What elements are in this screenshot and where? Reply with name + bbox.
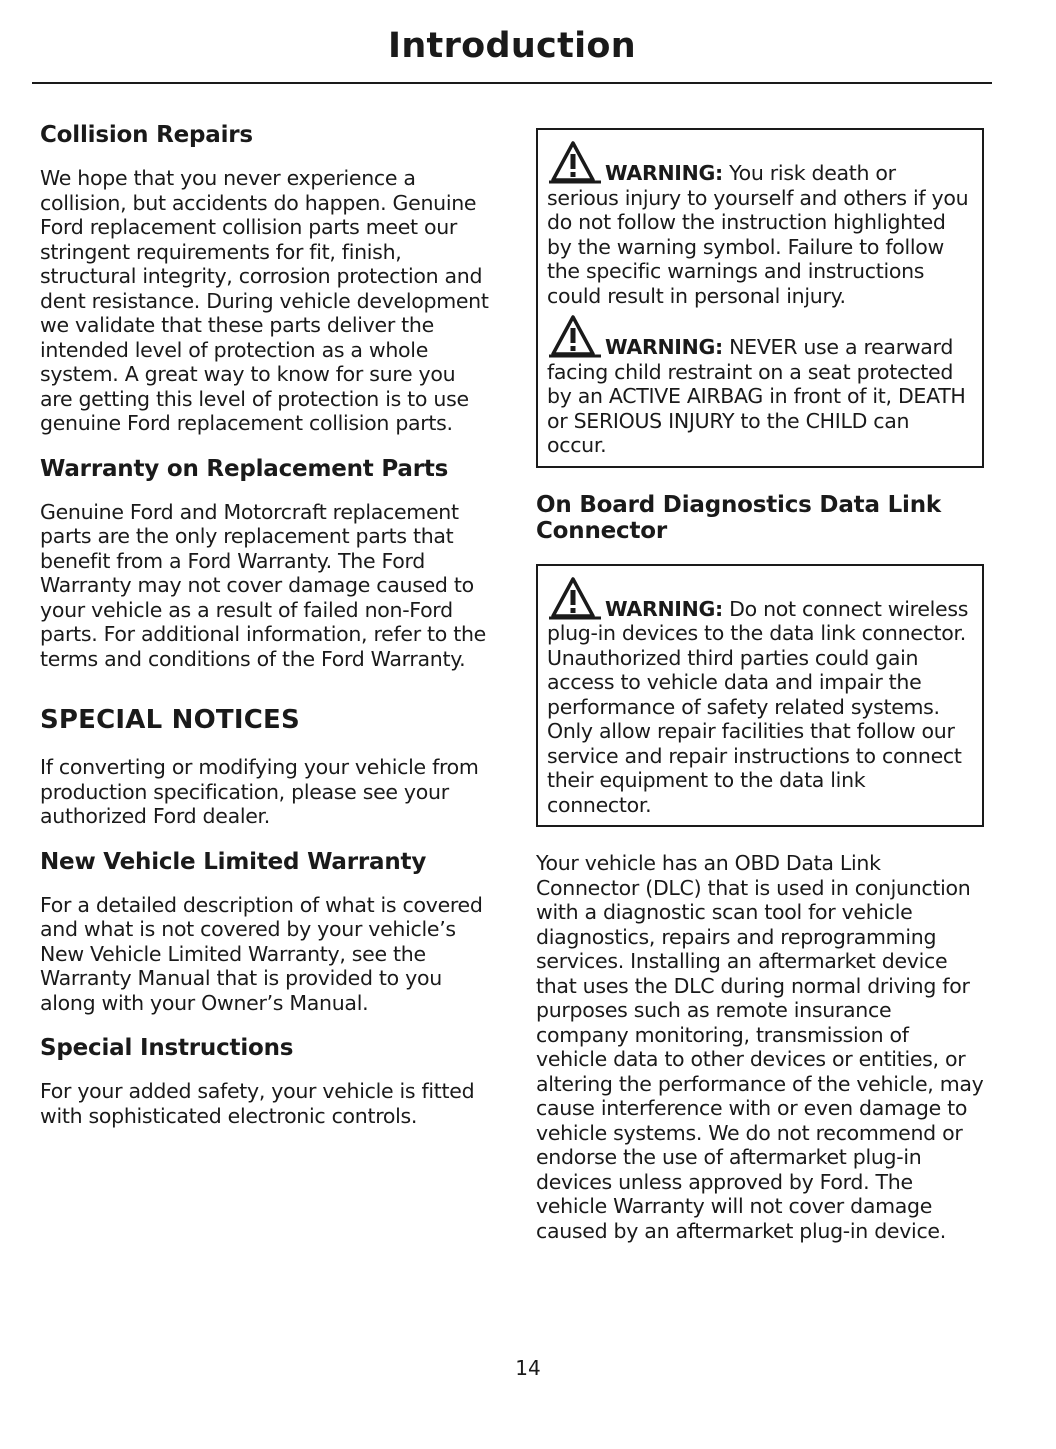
- page-title: Introduction: [388, 26, 636, 66]
- special-instructions-body: For your added safety, your vehicle is fitted with sophisticated electronic controls.: [40, 1079, 475, 1128]
- warning-label: WARNING:: [605, 161, 723, 185]
- right-column: [536, 128, 984, 1263]
- warning-text: Do not connect wireless plug-in devices to the data link connector. Unauthorized third parties could gain access to vehicle data and impair the performance of safety related systems. Only allow repair facilities that follow our service and repair instructions to connect their equipment to the data link connector.: [547, 596, 969, 817]
- warning-box-general: [536, 128, 984, 468]
- page-header: [32, 22, 992, 84]
- warning-label: WARNING:: [605, 596, 723, 621]
- collision-repairs-body: We hope that you never experience a collision, but accidents do happen. Genuine Ford replacement collision parts meet our stringent requirements for fit, finish, structural integrity, corrosion protection and dent resistance. During vehicle development we validate that these parts deliver the intended level of protection as a whole system. A great way to know for sure you are getting this level of protection is to use genuine Ford replacement collision parts.: [40, 166, 489, 435]
- warning-text: You risk death or serious injury to yourself and others if you do not follow the instruction highlighted by the warning symbol. Failure to follow the specific warnings and instructions could result in personal injury.: [547, 161, 969, 308]
- page-number: 14: [515, 1356, 541, 1380]
- warning-label: WARNING:: [605, 335, 723, 359]
- new-vehicle-warranty-heading: New Vehicle Limited Warranty: [40, 848, 427, 875]
- warning-item: [547, 140, 973, 308]
- special-instructions-heading: Special Instructions: [40, 1035, 294, 1061]
- warning-triangle-icon: [547, 576, 603, 620]
- warning-text: NEVER use a rearward facing child restraint on a seat protected by an ACTIVE AIRBAG in front of it, DEATH or SERIOUS INJURY to the CHILD can occur.: [547, 335, 966, 457]
- obd-heading: On Board Diagnostics Data Link Connector: [536, 491, 941, 544]
- warranty-replacement-heading: Warranty on Replacement Parts: [40, 455, 449, 482]
- warning-item: [547, 314, 973, 458]
- new-vehicle-warranty-body: For a detailed description of what is covered and what is not covered by your vehicle’s New Vehicle Limited Warranty, see the Warranty Manual that is provided to you along with your Owner’s Manual.: [40, 892, 483, 1015]
- left-column: [40, 122, 492, 1148]
- warning-triangle-icon: [547, 140, 603, 184]
- warning-triangle-icon: [547, 314, 603, 358]
- special-notices-body: If converting or modifying your vehicle from production specification, please see your authorized Ford dealer.: [40, 755, 479, 828]
- warranty-replacement-body: Genuine Ford and Motorcraft replacement parts are the only replacement parts that benefit from a Ford Warranty. The Ford Warranty may not cover damage caused to your vehicle as a result of failed non-Ford parts. For additional information, refer to the terms and conditions of the Ford Warranty.: [40, 499, 486, 671]
- special-notices-heading: SPECIAL NOTICES: [40, 705, 300, 735]
- obd-body: Your vehicle has an OBD Data Link Connector (DLC) that is used in conjunction with a diagnostic scan tool for vehicle diagnostics, repairs and reprogramming services. Installing an aftermarket device that uses the DLC during normal driving for purposes such as remote insurance company monitoring, transmission of vehicle data to other devices or entities, or altering the performance of the vehicle, may cause interference with or even damage to vehicle systems. We do not recommend or endorse the use of aftermarket plug-in devices unless approved by Ford. The vehicle Warranty will not cover damage caused by an aftermarket plug-in device.: [536, 851, 984, 1243]
- warning-item: [547, 576, 973, 818]
- warning-box-obd: [536, 564, 984, 828]
- collision-repairs-heading: Collision Repairs: [40, 122, 253, 148]
